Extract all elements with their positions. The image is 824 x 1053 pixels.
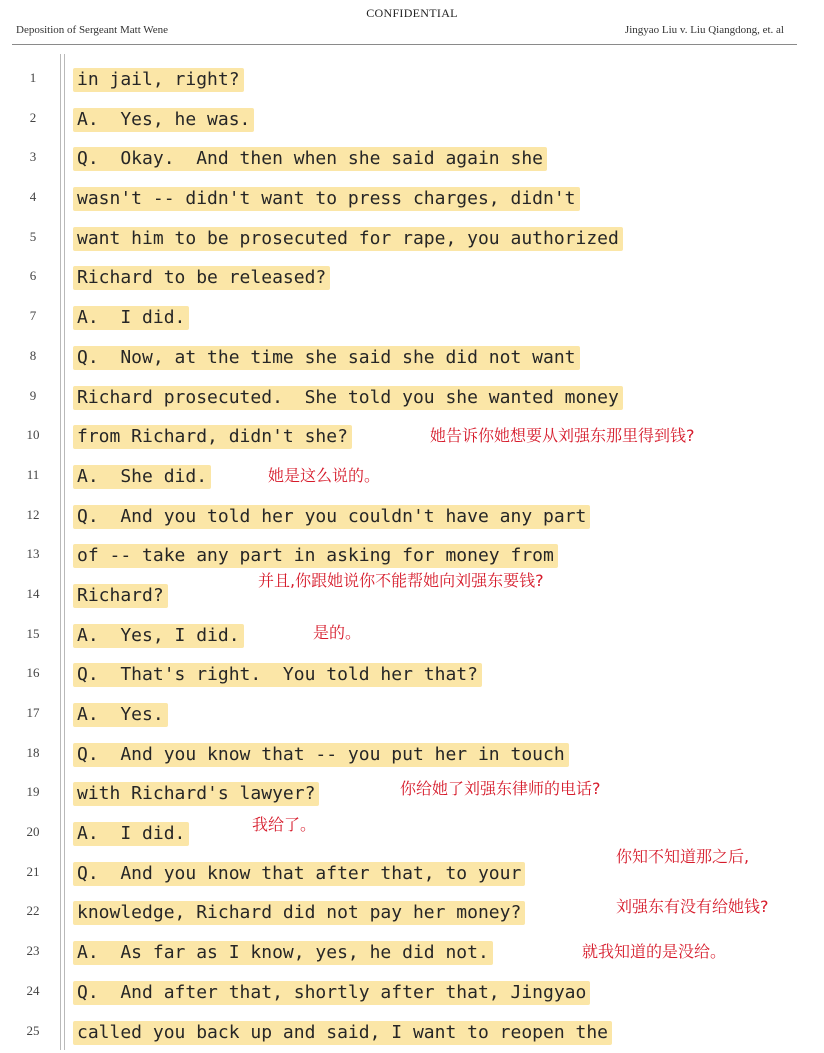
chinese-annotation: 她告诉你她想要从刘强东那里得到钱? [430,426,695,446]
header-case-right: Jingyao Liu v. Liu Qiangdong, et. al [625,24,784,36]
line-number: 1 [18,70,48,86]
transcript-line [0,299,824,339]
transcript-line [0,577,824,617]
line-text: in jail, right? [73,68,244,92]
line-text: Q. And you know that -- you put her in touch [73,743,569,767]
line-number: 6 [18,268,48,284]
line-text: A. Yes, he was. [73,108,254,132]
chinese-annotation: 你给她了刘强东律师的电话? [400,779,601,799]
transcript-line [0,934,824,974]
transcript-line [0,259,824,299]
transcript-line [0,458,824,498]
transcript-line [0,418,824,458]
transcript-line [0,140,824,180]
line-number: 14 [18,586,48,602]
chinese-annotation: 她是这么说的。 [268,466,380,486]
transcript-line [0,855,824,895]
transcript-line [0,180,824,220]
line-text: A. Yes. [73,703,168,727]
line-text: A. As far as I know, yes, he did not. [73,941,493,965]
transcript-line [0,379,824,419]
transcript-line [0,498,824,538]
line-number: 20 [18,824,48,840]
line-text: Q. That's right. You told her that? [73,663,482,687]
line-number: 12 [18,507,48,523]
line-number: 9 [18,388,48,404]
chinese-annotation: 并且,你跟她说你不能帮她向刘强东要钱? [258,571,544,591]
line-text: from Richard, didn't she? [73,425,352,449]
transcript-line [0,617,824,657]
transcript-line [0,1014,824,1053]
line-text: Q. And after that, shortly after that, Jingyao [73,981,590,1005]
transcript-body [0,61,824,1053]
chinese-annotation: 刘强东有没有给她钱? [616,897,769,917]
transcript-line [0,220,824,260]
line-number: 4 [18,189,48,205]
line-number: 15 [18,626,48,642]
line-text: wasn't -- didn't want to press charges, didn't [73,187,580,211]
line-number: 3 [18,149,48,165]
line-text: called you back up and said, I want to reopen the [73,1021,612,1045]
line-number: 16 [18,665,48,681]
header-divider [12,44,797,45]
line-text: A. I did. [73,822,189,846]
line-number: 17 [18,705,48,721]
line-number: 8 [18,348,48,364]
line-text: Q. And you told her you couldn't have any part [73,505,590,529]
line-text: Richard prosecuted. She told you she wanted money [73,386,623,410]
line-text: with Richard's lawyer? [73,782,319,806]
transcript-line [0,736,824,776]
header-case-left: Deposition of Sergeant Matt Wene [16,24,168,36]
transcript-line [0,101,824,141]
line-number: 18 [18,745,48,761]
line-number: 24 [18,983,48,999]
transcript-line [0,894,824,934]
line-number: 11 [18,467,48,483]
line-number: 10 [18,427,48,443]
line-text: Q. Okay. And then when she said again she [73,147,547,171]
line-number: 7 [18,308,48,324]
transcript-line [0,656,824,696]
line-number: 25 [18,1023,48,1039]
line-text: A. I did. [73,306,189,330]
transcript-line [0,696,824,736]
transcript-line [0,974,824,1014]
chinese-annotation: 你知不知道那之后, [616,847,749,867]
line-text: knowledge, Richard did not pay her money? [73,901,525,925]
line-text: Richard to be released? [73,266,330,290]
transcript-line [0,775,824,815]
line-text: A. She did. [73,465,211,489]
line-number: 13 [18,546,48,562]
line-text: of -- take any part in asking for money from [73,544,558,568]
chinese-annotation: 就我知道的是没给。 [582,942,726,962]
line-text: Q. Now, at the time she said she did not want [73,346,580,370]
transcript-line [0,61,824,101]
line-number: 23 [18,943,48,959]
line-number: 21 [18,864,48,880]
line-text: Q. And you know that after that, to your [73,862,525,886]
line-number: 19 [18,784,48,800]
line-text: A. Yes, I did. [73,624,244,648]
line-text: want him to be prosecuted for rape, you authorized [73,227,623,251]
line-number: 22 [18,903,48,919]
line-number: 5 [18,229,48,245]
confidential-label: CONFIDENTIAL [0,6,824,21]
chinese-annotation: 是的。 [313,623,361,643]
transcript-line [0,339,824,379]
line-text: Richard? [73,584,168,608]
line-number: 2 [18,110,48,126]
chinese-annotation: 我给了。 [252,815,316,835]
